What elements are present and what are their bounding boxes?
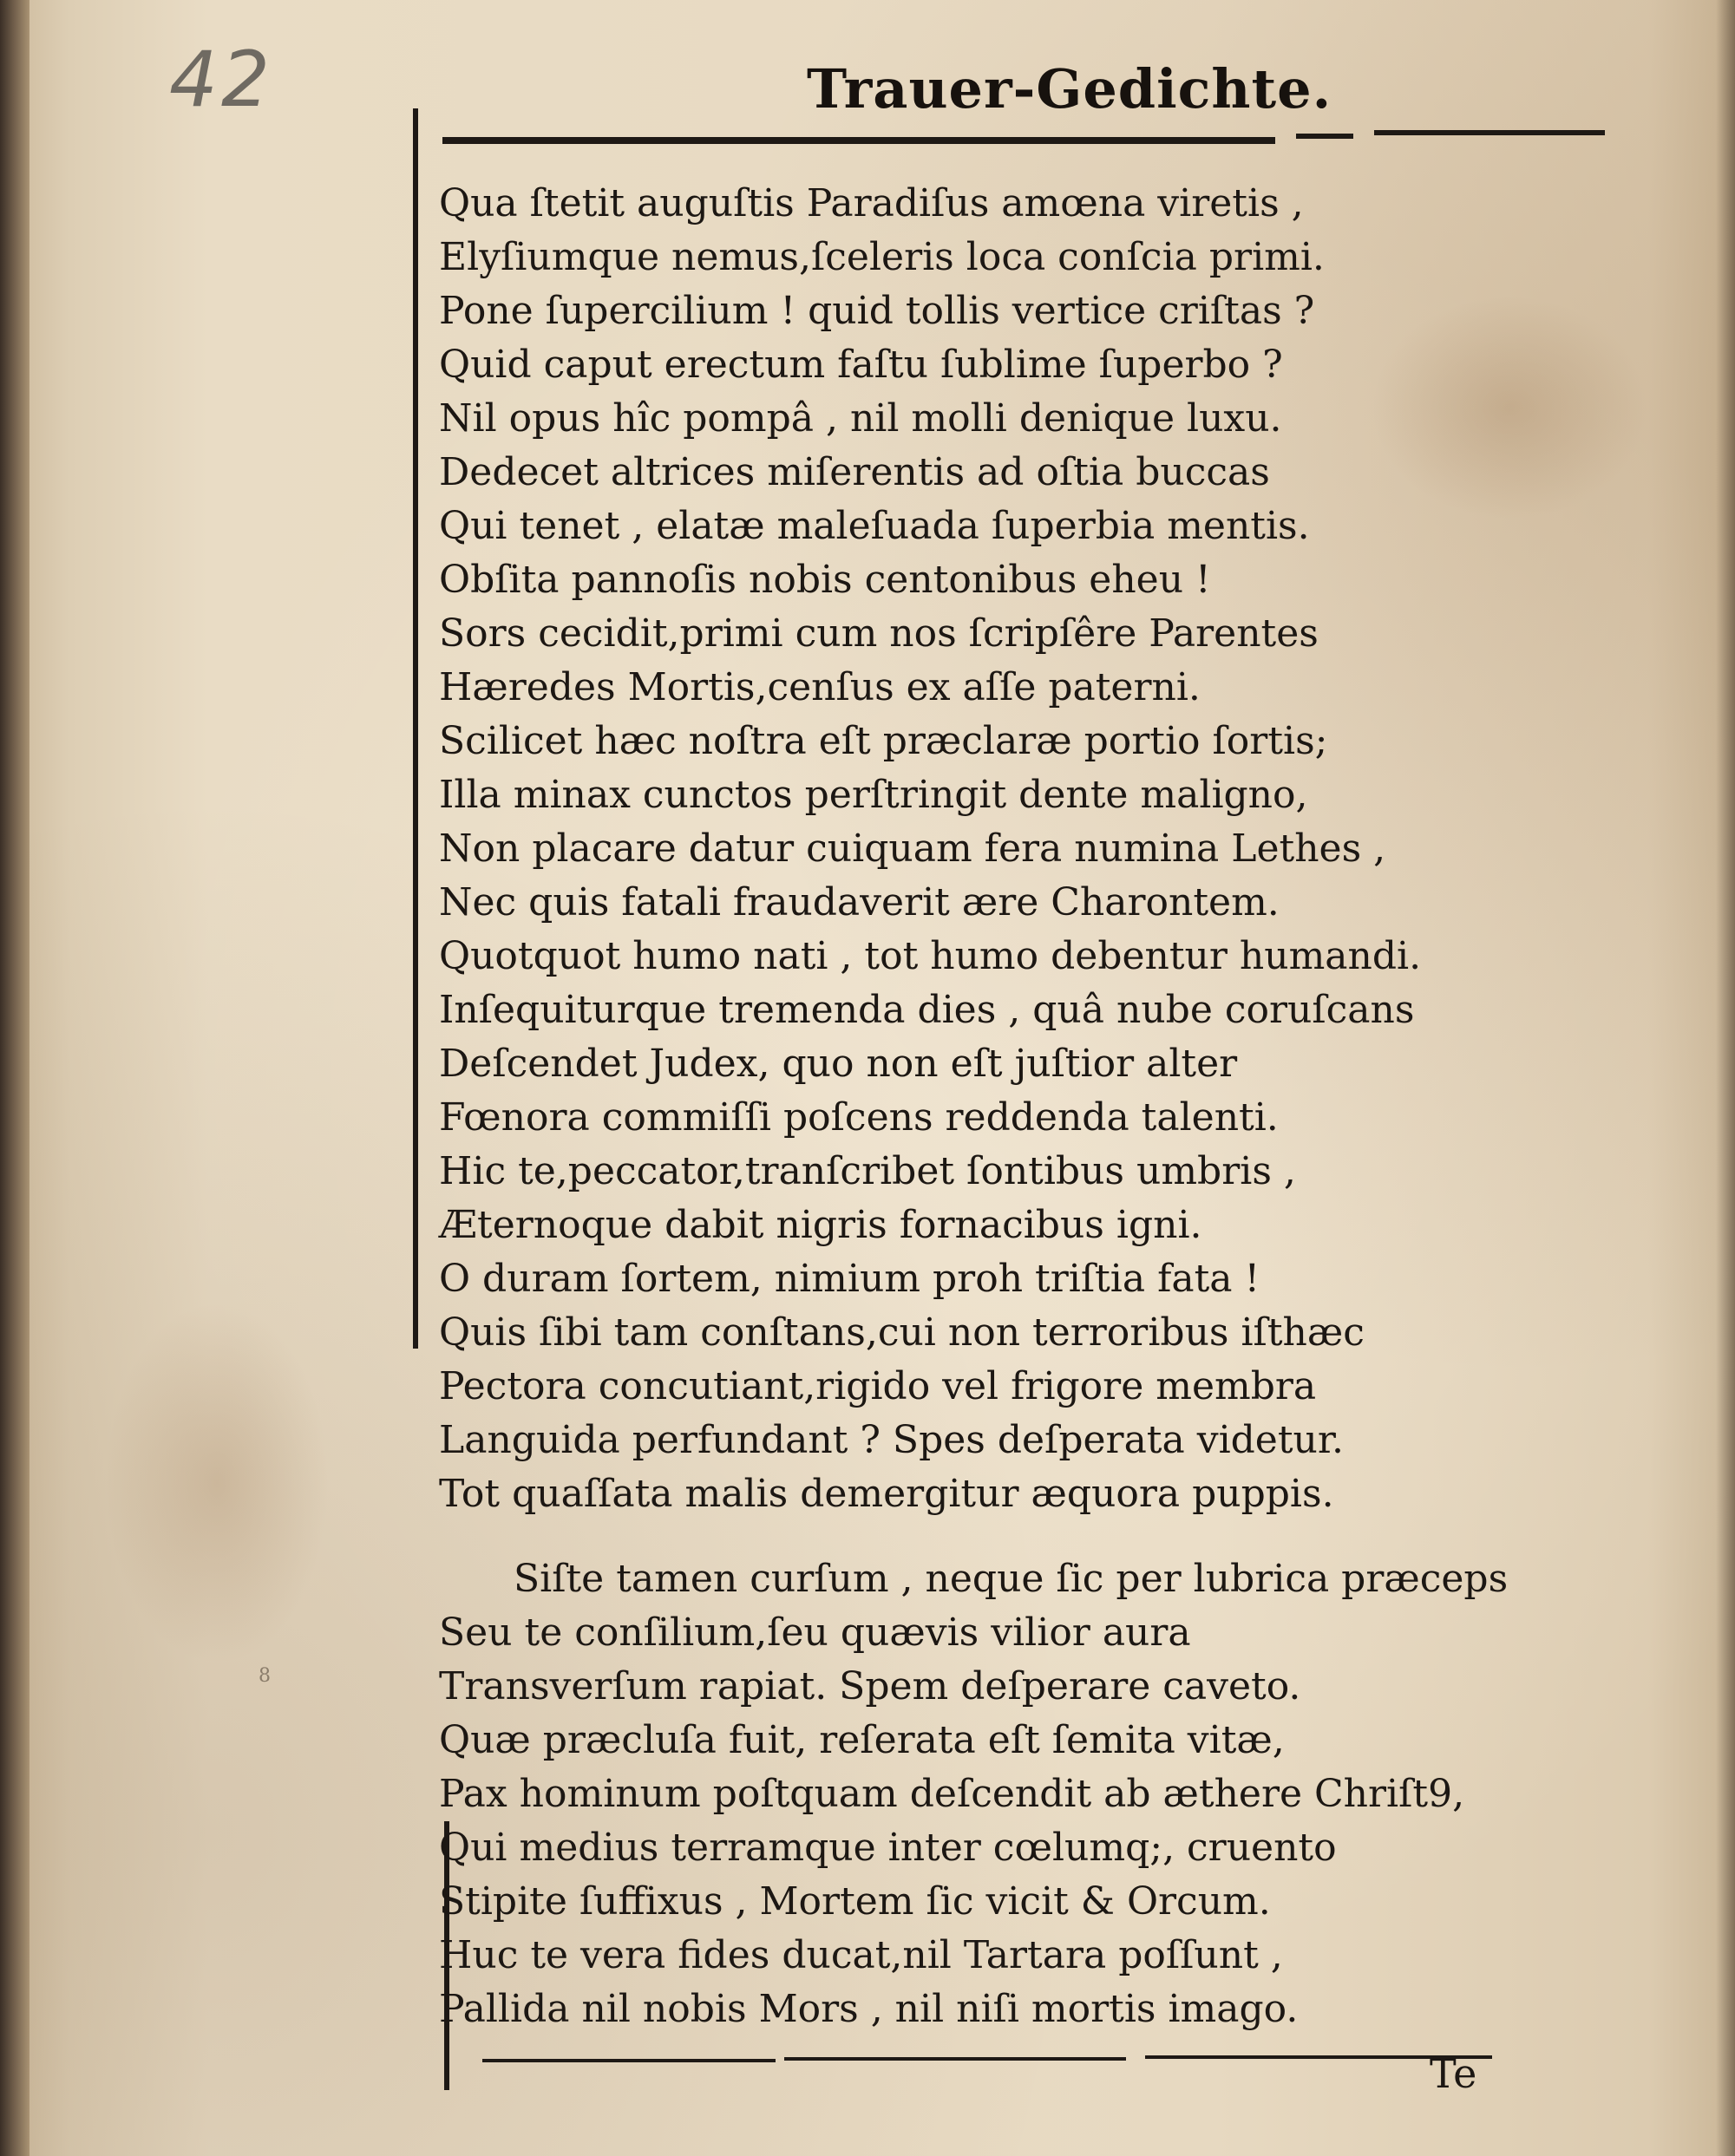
verse-line: Pectora concutiant,rigido vel frigore membra xyxy=(439,1364,1317,1408)
verse-line: Hic te,peccator,tranſcribet ſontibus umbris , xyxy=(439,1149,1296,1193)
poem-text xyxy=(439,177,1549,2036)
margin-rule xyxy=(413,108,418,1349)
footer-rule xyxy=(784,2057,1126,2061)
verse-line: Deſcendet Judex, quo non eſt juſtior alter xyxy=(439,1042,1238,1086)
verse-line: Æternoque dabit nigris fornacibus igni. xyxy=(439,1203,1202,1247)
verse-line: Pallida nil nobis Mors , nil niſi mortis imago. xyxy=(439,1987,1299,2031)
book-binding-gutter xyxy=(0,0,29,2156)
running-head: Trauer-Gedichte. xyxy=(807,57,1332,121)
verse-line: Qua ſtetit auguſtis Paradiſus amœna viretis , xyxy=(439,181,1304,225)
margin-mark: 8 xyxy=(259,1665,271,1687)
page-number: 42 xyxy=(169,35,273,124)
header-rule-segment xyxy=(1296,134,1353,139)
verse-line: Nil opus hîc pompâ , nil molli denique luxu. xyxy=(439,396,1282,441)
verse-line: Pax hominum poſtquam deſcendit ab æthere Chriſt9, xyxy=(439,1772,1465,1816)
footer-rule xyxy=(482,2059,776,2062)
verse-line: Pone ſupercilium ! quid tollis vertice criſtas ? xyxy=(439,289,1315,333)
stanza-2 xyxy=(439,1552,1549,2036)
paper-stain xyxy=(104,1301,330,1665)
verse-line: Languida perfundant ? Spes deſperata videtur. xyxy=(439,1418,1345,1462)
verse-line: Quæ præcluſa fuit, reſerata eſt ſemita vitæ, xyxy=(439,1718,1285,1762)
verse-line: Fœnora commiſſi poſcens reddenda talenti. xyxy=(439,1095,1279,1140)
verse-line: Sors cecidit,primi cum nos ſcripſêre Parentes xyxy=(439,611,1319,656)
verse-line: Dedecet altrices miſerentis ad oſtia buccas xyxy=(439,450,1270,494)
verse-line: Stipite ſuffixus , Mortem ſic vicit & Orcum. xyxy=(439,1879,1271,1924)
verse-line: Non placare datur cuiquam fera numina Lethes , xyxy=(439,826,1386,871)
verse-line: Illa minax cunctos perſtringit dente maligno, xyxy=(439,773,1308,817)
verse-line: Quid caput erectum faſtu ſublime ſuperbo ? xyxy=(439,343,1283,387)
stanza-gap xyxy=(439,1521,1549,1552)
verse-line: Nec quis fatali fraudaverit ære Charontem. xyxy=(439,880,1280,924)
verse-line: Huc te vera fides ducat,nil Tartara poſſunt , xyxy=(439,1933,1283,1977)
verse-line: Elyſiumque nemus,ſceleris loca conſcia primi. xyxy=(439,235,1325,279)
verse-line: O duram ſortem, nimium proh triſtia fata ! xyxy=(439,1257,1260,1301)
verse-line: Seu te conſilium,ſeu quævis vilior aura xyxy=(439,1610,1191,1655)
verse-line: Scilicet hæc noſtra eſt præclaræ portio ſortis; xyxy=(439,719,1328,763)
verse-line: Transverſum rapiat. Spem deſperare caveto. xyxy=(439,1664,1301,1708)
verse-line: Quotquot humo nati , tot humo debentur humandi. xyxy=(439,934,1422,978)
verse-line: Obſita pannoſis nobis centonibus eheu ! xyxy=(439,558,1211,602)
verse-line: Quis ſibi tam conſtans,cui non terroribus iſthæc xyxy=(439,1310,1365,1355)
page-edge-shadow xyxy=(1716,0,1735,2156)
verse-line: Tot quaſſata malis demergitur æquora puppis. xyxy=(439,1472,1334,1516)
catchword: Te xyxy=(1430,2050,1477,2097)
verse-line: Inſequiturque tremenda dies , quâ nube coruſcans xyxy=(439,988,1415,1032)
stanza-1 xyxy=(439,177,1549,1521)
header-rule xyxy=(442,137,1275,144)
header-rule-segment xyxy=(1374,130,1605,135)
verse-line: Qui tenet , elatæ maleſuada ſuperbia mentis. xyxy=(439,504,1310,548)
verse-line-indented: Siſte tamen curſum , neque ſic per lubrica præceps xyxy=(514,1557,1509,1601)
verse-line: Qui medius terramque inter cœlumq;, cruento xyxy=(439,1826,1337,1870)
verse-line: Hæredes Mortis,cenſus ex aſſe paterni. xyxy=(439,665,1201,709)
